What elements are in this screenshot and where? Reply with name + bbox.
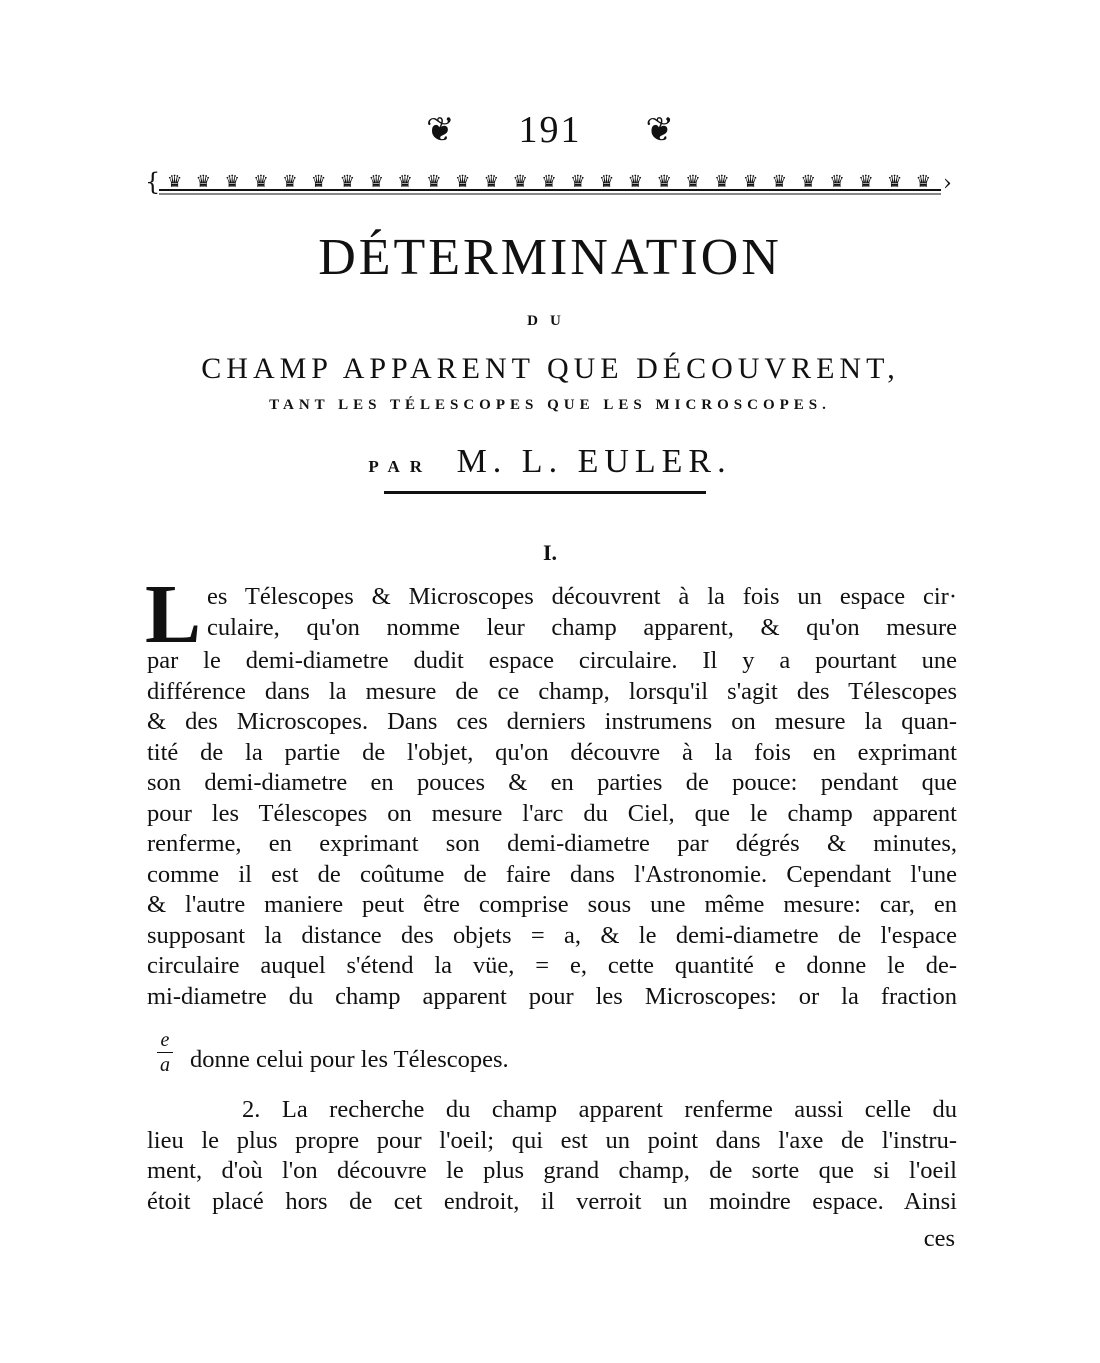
catchword: ces <box>923 1225 955 1252</box>
text-line: lieu le plus propre pour l'oeil; qui est un point dans l'axe de l'instru- <box>147 1126 957 1154</box>
text-line: étoit placé hors de cet endroit, il verroit un moindre espace. Ainsi <box>147 1187 957 1215</box>
border-ornament: ♛ <box>167 172 183 192</box>
fraction-denominator: a <box>160 1054 170 1076</box>
text-line: 2. La recherche du champ apparent renferme aussi celle du <box>242 1096 957 1123</box>
byline-prefix: PAR <box>368 457 433 476</box>
fraction-numerator: e <box>160 1029 170 1051</box>
section-number: I. <box>542 540 558 565</box>
border-ornament: ♛ <box>858 172 874 192</box>
border-ornament: ♛ <box>512 172 528 192</box>
border-ornament: ♛ <box>195 172 212 192</box>
text-line: tité de la partie de l'objet, qu'on découvre à la fois en exprimant <box>147 738 957 766</box>
text-line: mi-diametre du champ apparent pour les Microscopes: or la fraction <box>147 982 957 1010</box>
border-ornament: ♛ <box>253 172 269 192</box>
border-ornament: ♛ <box>339 172 356 192</box>
paragraph-1 <box>145 568 957 1012</box>
border-ornament: ♛ <box>714 172 730 192</box>
fraction-e-over-a <box>155 1030 175 1075</box>
running-header <box>0 108 1100 158</box>
title-connector: DU <box>527 313 573 329</box>
paragraph-2 <box>147 1095 957 1217</box>
fleuron-icon: ❦ <box>426 112 455 149</box>
text-line: supposant la distance des objets = a, & le demi-diametre de l'espace <box>147 921 957 949</box>
fraction-tail-text: donne celui pour les Télescopes. <box>190 1046 509 1073</box>
fleuron-icon: ❦ <box>645 112 674 149</box>
text-line: différence dans la mesure de ce champ, lorsqu'il s'agit des Télescopes <box>147 677 957 705</box>
svg-text:{: { <box>145 168 161 196</box>
text-line: es Télescopes & Microscopes découvrent à la fois un espace cir· <box>207 583 957 610</box>
fraction-bar <box>157 1052 173 1053</box>
border-ornament: ♛ <box>311 172 327 192</box>
border-ornament: ♛ <box>282 172 298 192</box>
border-ornament: ♛ <box>224 172 240 192</box>
svg-text:›: › <box>943 171 952 196</box>
border-ornament: ♛ <box>829 172 845 192</box>
text-line: pour les Télescopes on mesure l'arc du Ciel, que le champ apparent <box>147 799 957 827</box>
text-line: & des Microscopes. Dans ces derniers instrumens on mesure la quan- <box>147 708 957 735</box>
drop-cap: L <box>145 568 202 661</box>
border-ornament: ♛ <box>455 172 471 192</box>
border-ornament: ♛ <box>887 172 903 192</box>
border-ornament: ♛ <box>743 172 759 192</box>
text-line: ment, d'où l'on découvre le plus grand champ, de sorte que si l'oeil <box>147 1157 957 1184</box>
border-ornament: ♛ <box>483 172 500 192</box>
subtitle-line-2: TANT LES TÉLESCOPES QUE LES MICROSCOPES. <box>269 397 831 413</box>
text-line: & l'autre maniere peut être comprise sous une même mesure: car, en <box>147 891 957 918</box>
border-ornament: ♛ <box>656 172 672 192</box>
text-line: culaire, qu'on nomme leur champ apparent, & qu'on mesure <box>207 613 957 641</box>
border-ornament: ♛ <box>685 172 701 192</box>
border-ornament: ♛ <box>771 172 788 192</box>
byline <box>0 443 1100 481</box>
title-rule <box>384 491 706 494</box>
decorative-border <box>145 168 955 196</box>
border-ornament: ♛ <box>426 172 442 192</box>
border-ornament: ♛ <box>368 172 384 192</box>
article-title: DÉTERMINATION <box>318 229 782 286</box>
border-ornament: ♛ <box>627 172 644 192</box>
text-line: par le demi-diametre dudit espace circulaire. Il y a pourtant une <box>147 647 957 674</box>
border-ornament: ♛ <box>541 172 557 192</box>
border-ornament: ♛ <box>800 172 816 192</box>
text-line: comme il est de coûtume de faire dans l'Astronomie. Cependant l'une <box>147 860 957 888</box>
text-line: renferme, en exprimant son demi-diametre par dégrés & minutes, <box>147 830 957 857</box>
page-number: 191 <box>518 109 582 151</box>
text-line: son demi-diametre en pouces & en parties de pouce: pendant que <box>147 769 957 796</box>
author-name: M. L. EULER. <box>456 443 732 480</box>
border-ornament: ♛ <box>397 172 413 192</box>
border-ornament: ♛ <box>570 172 586 192</box>
border-ornament: ♛ <box>915 172 932 192</box>
subtitle-line-1: CHAMP APPARENT QUE DÉCOUVRENT, <box>201 352 900 385</box>
text-line: circulaire auquel s'étend la vüe, = e, cette quantité e donne le de- <box>147 952 957 979</box>
border-ornament: ♛ <box>599 172 615 192</box>
